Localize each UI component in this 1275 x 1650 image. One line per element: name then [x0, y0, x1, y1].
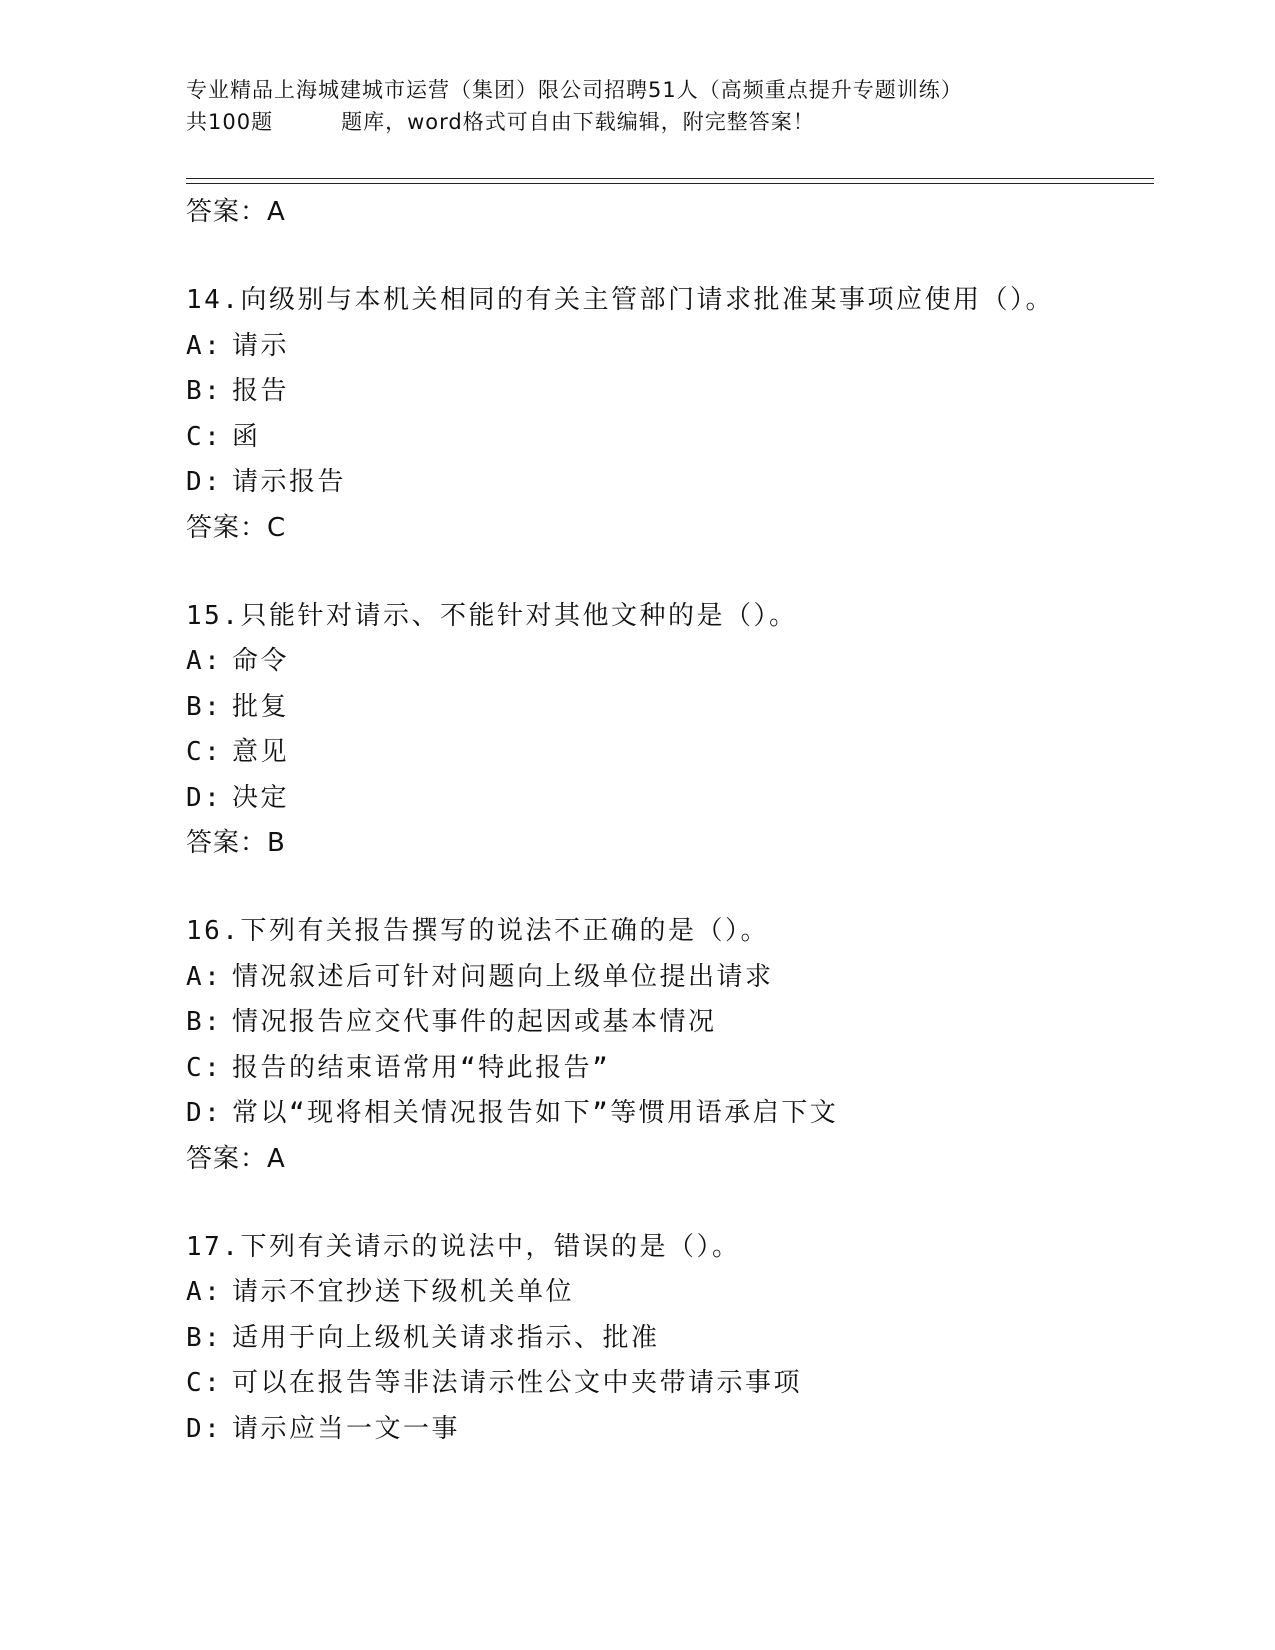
- answer-line: 答案：C: [186, 512, 287, 543]
- option-text: 意见: [232, 737, 290, 767]
- option-text: 函: [232, 421, 261, 452]
- option-b: [186, 369, 1146, 415]
- page-header: [186, 74, 1106, 138]
- question-list: [186, 190, 1146, 1452]
- question-stem: 14.向级别与本机关相同的有关主管部门请求批准某事项应使用（）。: [186, 285, 1054, 315]
- header-description: 题库，word格式可自由下载编辑，附完整答案！: [341, 110, 815, 134]
- option-text: 命令: [232, 646, 290, 676]
- option-a: [186, 324, 1146, 370]
- option-text: 请示应当一文一事: [232, 1413, 461, 1444]
- option-label: B:: [186, 691, 223, 722]
- question-stem: 16.下列有关报告撰写的说法不正确的是（）。: [186, 916, 769, 946]
- option-label: D:: [186, 1413, 223, 1444]
- question-block-14: [186, 278, 1146, 550]
- answer-line: 答案：A: [186, 197, 286, 227]
- option-b: [186, 1316, 1146, 1362]
- question-stem: 17.下列有关请示的说法中，错误的是（）。: [186, 1231, 741, 1262]
- option-c: [186, 1046, 1146, 1092]
- option-label: C:: [186, 421, 223, 452]
- question-block-16: [186, 909, 1146, 1181]
- option-label: D:: [186, 467, 223, 497]
- option-text: 报告: [232, 376, 290, 406]
- option-a: [186, 639, 1146, 685]
- option-text: 请示: [232, 330, 290, 361]
- option-c: [186, 730, 1146, 776]
- header-title-line: 专业精品上海城建城市运营（集团）限公司招聘51人（高频重点提升专题训练）: [186, 78, 963, 102]
- answer-line: 答案：A: [186, 1143, 286, 1174]
- option-c: [186, 415, 1146, 461]
- question-stem: 15.只能针对请示、不能针对其他文种的是（）。: [186, 600, 798, 631]
- option-label: D:: [186, 1098, 223, 1128]
- option-label: B:: [186, 1007, 223, 1037]
- option-label: A:: [186, 1277, 223, 1307]
- option-a: [186, 1270, 1146, 1316]
- option-label: B:: [186, 376, 223, 406]
- option-text: 适用于向上级机关请求指示、批准: [232, 1322, 660, 1353]
- option-text: 常以“现将相关情况报告如下”等惯用语承启下文: [232, 1098, 839, 1128]
- option-text: 可以在报告等非法请示性公文中夹带请示事项: [232, 1368, 803, 1398]
- option-label: C:: [186, 737, 223, 767]
- option-label: D:: [186, 782, 223, 813]
- option-d: [186, 1407, 1146, 1453]
- answer-line: 答案：B: [186, 828, 286, 858]
- option-d: [186, 460, 1146, 506]
- option-text: 批复: [232, 691, 290, 722]
- header-question-count: 共100题: [186, 110, 274, 134]
- option-a: [186, 955, 1146, 1001]
- option-text: 决定: [232, 782, 290, 813]
- option-c: [186, 1361, 1146, 1407]
- option-text: 报告的结束语常用“特此报告”: [232, 1052, 611, 1083]
- option-label: A:: [186, 330, 223, 361]
- option-label: A:: [186, 961, 223, 992]
- option-label: B:: [186, 1322, 223, 1353]
- option-label: C:: [186, 1052, 223, 1083]
- header-divider-top: [186, 178, 1154, 179]
- option-label: A:: [186, 646, 223, 676]
- header-divider-bottom: [186, 183, 1154, 184]
- question-block-15: [186, 594, 1146, 866]
- header-subtitle-line: [186, 106, 1106, 138]
- option-text: 请示报告: [232, 467, 347, 497]
- option-b: [186, 685, 1146, 731]
- option-label: C:: [186, 1368, 223, 1398]
- option-text: 情况报告应交代事件的起因或基本情况: [232, 1007, 717, 1037]
- option-text: 情况叙述后可针对问题向上级单位提出请求: [232, 961, 774, 992]
- question-block-17: [186, 1225, 1146, 1453]
- option-d: [186, 1091, 1146, 1137]
- option-d: [186, 776, 1146, 822]
- option-b: [186, 1000, 1146, 1046]
- option-text: 请示不宜抄送下级机关单位: [232, 1277, 575, 1307]
